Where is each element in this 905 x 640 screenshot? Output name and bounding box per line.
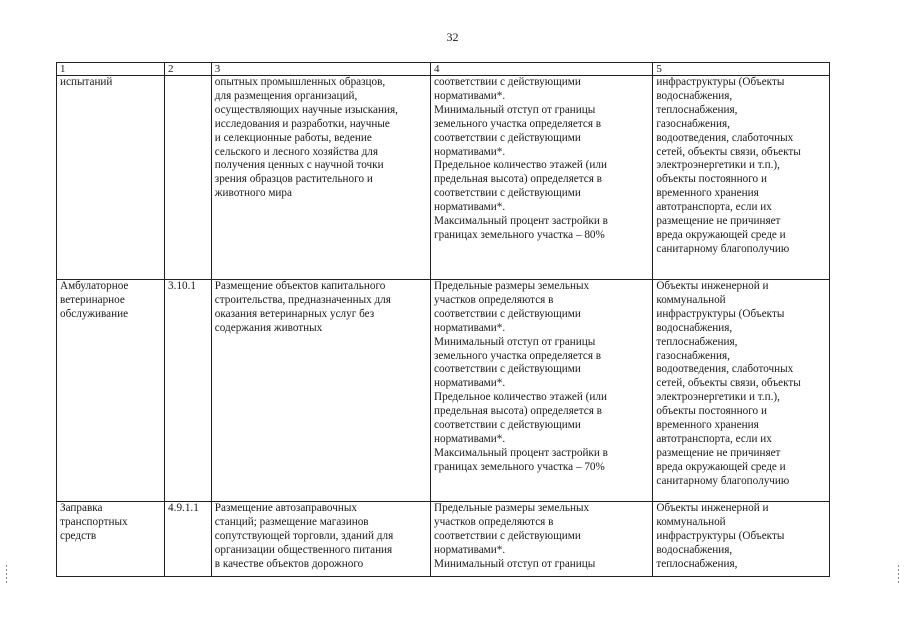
- cell-line: Предельные размеры земельных: [434, 280, 590, 292]
- cell-line: 4.9.1.1: [168, 502, 199, 514]
- cell-line: временного хранения: [656, 187, 759, 200]
- cell-line: Размещение объектов капитального: [214, 280, 386, 292]
- cell-line: водоснабжения,: [656, 543, 733, 556]
- cell-line: инфраструктуры (Объекты: [656, 307, 785, 320]
- cell-line: Амбулаторное: [60, 280, 129, 292]
- scan-edge-mark-right: [898, 565, 899, 585]
- cell-line: предельная высота) определяется в: [434, 173, 602, 186]
- auxiliary-uses-cell: [653, 280, 830, 502]
- cell-line: испытаний: [60, 76, 113, 88]
- cell-line: нормативами*.: [434, 145, 506, 158]
- cell-line: получения ценных с научной точки: [214, 159, 384, 172]
- use-description-cell: [211, 280, 430, 502]
- header-cell-4: 4: [431, 63, 653, 76]
- header-cell-5: 5: [653, 63, 830, 76]
- cell-line: автотранспорта, если их: [656, 201, 772, 214]
- cell-line: теплоснабжения,: [656, 557, 738, 570]
- cell-line: исследования и разработки, научные: [214, 117, 390, 130]
- cell-line: осуществляющих научные изыскания,: [214, 103, 398, 116]
- cell-line: нормативами*.: [434, 543, 506, 556]
- cell-line: соответствии с действующими: [434, 419, 581, 432]
- zoning-table: [56, 62, 830, 577]
- cell-line: нормативами*.: [434, 89, 506, 102]
- use-code-cell: [165, 280, 212, 502]
- cell-line: объекты постоянного и: [656, 405, 767, 418]
- cell-line: 3.10.1: [168, 280, 197, 292]
- cell-line: зрения образцов растительного и: [214, 173, 373, 186]
- cell-line: соответствии с действующими: [434, 187, 581, 200]
- cell-line: соответствии с действующими: [434, 131, 581, 144]
- parameters-cell: [431, 76, 653, 280]
- cell-line: нормативами*.: [434, 432, 506, 445]
- cell-line: Минимальный отступ от границы: [434, 557, 596, 570]
- use-description-cell: [211, 76, 430, 280]
- cell-line: нормативами*.: [434, 377, 506, 390]
- cell-line: нормативами*.: [434, 321, 506, 334]
- cell-line: станций; размещение магазинов: [214, 515, 369, 528]
- cell-line: автотранспорта, если их: [656, 432, 772, 445]
- cell-line: земельного участка определяется в: [434, 349, 602, 362]
- cell-line: сетей, объекты связи, объекты: [656, 145, 801, 158]
- cell-line: для размещения организаций,: [214, 89, 358, 102]
- use-code-cell: [165, 502, 212, 577]
- cell-line: оказания ветеринарных услуг без: [214, 307, 375, 320]
- cell-line: предельная высота) определяется в: [434, 405, 602, 418]
- scan-edge-mark-left: [6, 565, 7, 585]
- table-row: [57, 502, 830, 577]
- cell-line: соответствии с действующими: [434, 307, 581, 320]
- cell-line: и селекционные работы, ведение: [214, 131, 372, 144]
- cell-line: содержания животных: [214, 321, 323, 334]
- cell-line: Размещение автозаправочных: [214, 502, 357, 514]
- header-cell-1: 1: [57, 63, 165, 76]
- cell-line: вреда окружающей среде и: [656, 460, 786, 473]
- cell-line: водоотведения, слаботочных: [656, 363, 794, 376]
- table-row: [57, 280, 830, 502]
- cell-line: участков определяются в: [434, 293, 554, 306]
- cell-line: границах земельного участка – 80%: [434, 228, 605, 241]
- cell-line: водоотведения, слаботочных: [656, 131, 794, 144]
- cell-line: соответствии с действующими: [434, 363, 581, 376]
- cell-line: Объекты инженерной и: [656, 502, 769, 514]
- cell-line: животного мира: [214, 187, 292, 200]
- cell-line: инфраструктуры (Объекты: [656, 76, 785, 88]
- cell-line: нормативами*.: [434, 201, 506, 214]
- cell-line: сопутствующей торговли, зданий для: [214, 529, 394, 542]
- cell-line: теплоснабжения,: [656, 103, 738, 116]
- use-name-cell: [57, 502, 165, 577]
- cell-line: участков определяются в: [434, 515, 554, 528]
- cell-line: инфраструктуры (Объекты: [656, 529, 785, 542]
- header-cell-2: 2: [165, 63, 212, 76]
- cell-line: Предельное количество этажей (или: [434, 391, 607, 404]
- cell-line: Предельные размеры земельных: [434, 502, 590, 514]
- cell-line: земельного участка определяется в: [434, 117, 602, 130]
- cell-line: размещение не причиняет: [656, 446, 781, 459]
- cell-line: газоснабжения,: [656, 117, 730, 130]
- use-code-cell: [165, 76, 212, 280]
- cell-line: строительства, предназначенных для: [214, 293, 391, 306]
- cell-line: транспортных: [60, 515, 128, 528]
- cell-line: Минимальный отступ от границы: [434, 335, 596, 348]
- cell-line: опытных промышленных образцов,: [214, 76, 386, 88]
- cell-line: водоснабжения,: [656, 89, 733, 102]
- cell-line: сельского и лесного хозяйства для: [214, 145, 379, 158]
- cell-line: ветеринарное: [60, 293, 125, 306]
- cell-line: теплоснабжения,: [656, 335, 738, 348]
- auxiliary-uses-cell: [653, 502, 830, 577]
- cell-line: электроэнергетики и т.п.),: [656, 391, 780, 404]
- cell-line: соответствии с действующими: [434, 529, 581, 542]
- cell-line: сетей, объекты связи, объекты: [656, 377, 801, 390]
- cell-line: Объекты инженерной и: [656, 280, 769, 292]
- cell-line: Предельное количество этажей (или: [434, 159, 607, 172]
- cell-line: газоснабжения,: [656, 349, 730, 362]
- table-header-row: [57, 63, 830, 76]
- auxiliary-uses-cell: [653, 76, 830, 280]
- cell-line: водоснабжения,: [656, 321, 733, 334]
- cell-line: Максимальный процент застройки в: [434, 215, 608, 228]
- cell-line: объекты постоянного и: [656, 173, 767, 186]
- cell-line: коммунальной: [656, 515, 726, 528]
- header-cell-3: 3: [211, 63, 430, 76]
- table-row: [57, 76, 830, 280]
- page-number: 32: [446, 30, 459, 44]
- use-description-cell: [211, 502, 430, 577]
- cell-line: санитарному благополучию: [656, 242, 790, 255]
- cell-line: в качестве объектов дорожного: [214, 557, 364, 570]
- cell-line: соответствии с действующими: [434, 76, 581, 88]
- cell-line: средств: [60, 529, 97, 542]
- use-name-cell: [57, 76, 165, 280]
- cell-line: вреда окружающей среде и: [656, 228, 786, 241]
- cell-line: размещение не причиняет: [656, 215, 781, 228]
- cell-line: организации общественного питания: [214, 543, 393, 556]
- cell-line: обслуживание: [60, 307, 129, 320]
- cell-line: коммунальной: [656, 293, 726, 306]
- use-name-cell: [57, 280, 165, 502]
- cell-line: границах земельного участка – 70%: [434, 460, 605, 473]
- parameters-cell: [431, 280, 653, 502]
- cell-line: временного хранения: [656, 419, 759, 432]
- parameters-cell: [431, 502, 653, 577]
- cell-line: Заправка: [60, 502, 103, 514]
- cell-line: Минимальный отступ от границы: [434, 103, 596, 116]
- cell-line: Максимальный процент застройки в: [434, 446, 608, 459]
- cell-line: санитарному благополучию: [656, 474, 790, 487]
- cell-line: электроэнергетики и т.п.),: [656, 159, 780, 172]
